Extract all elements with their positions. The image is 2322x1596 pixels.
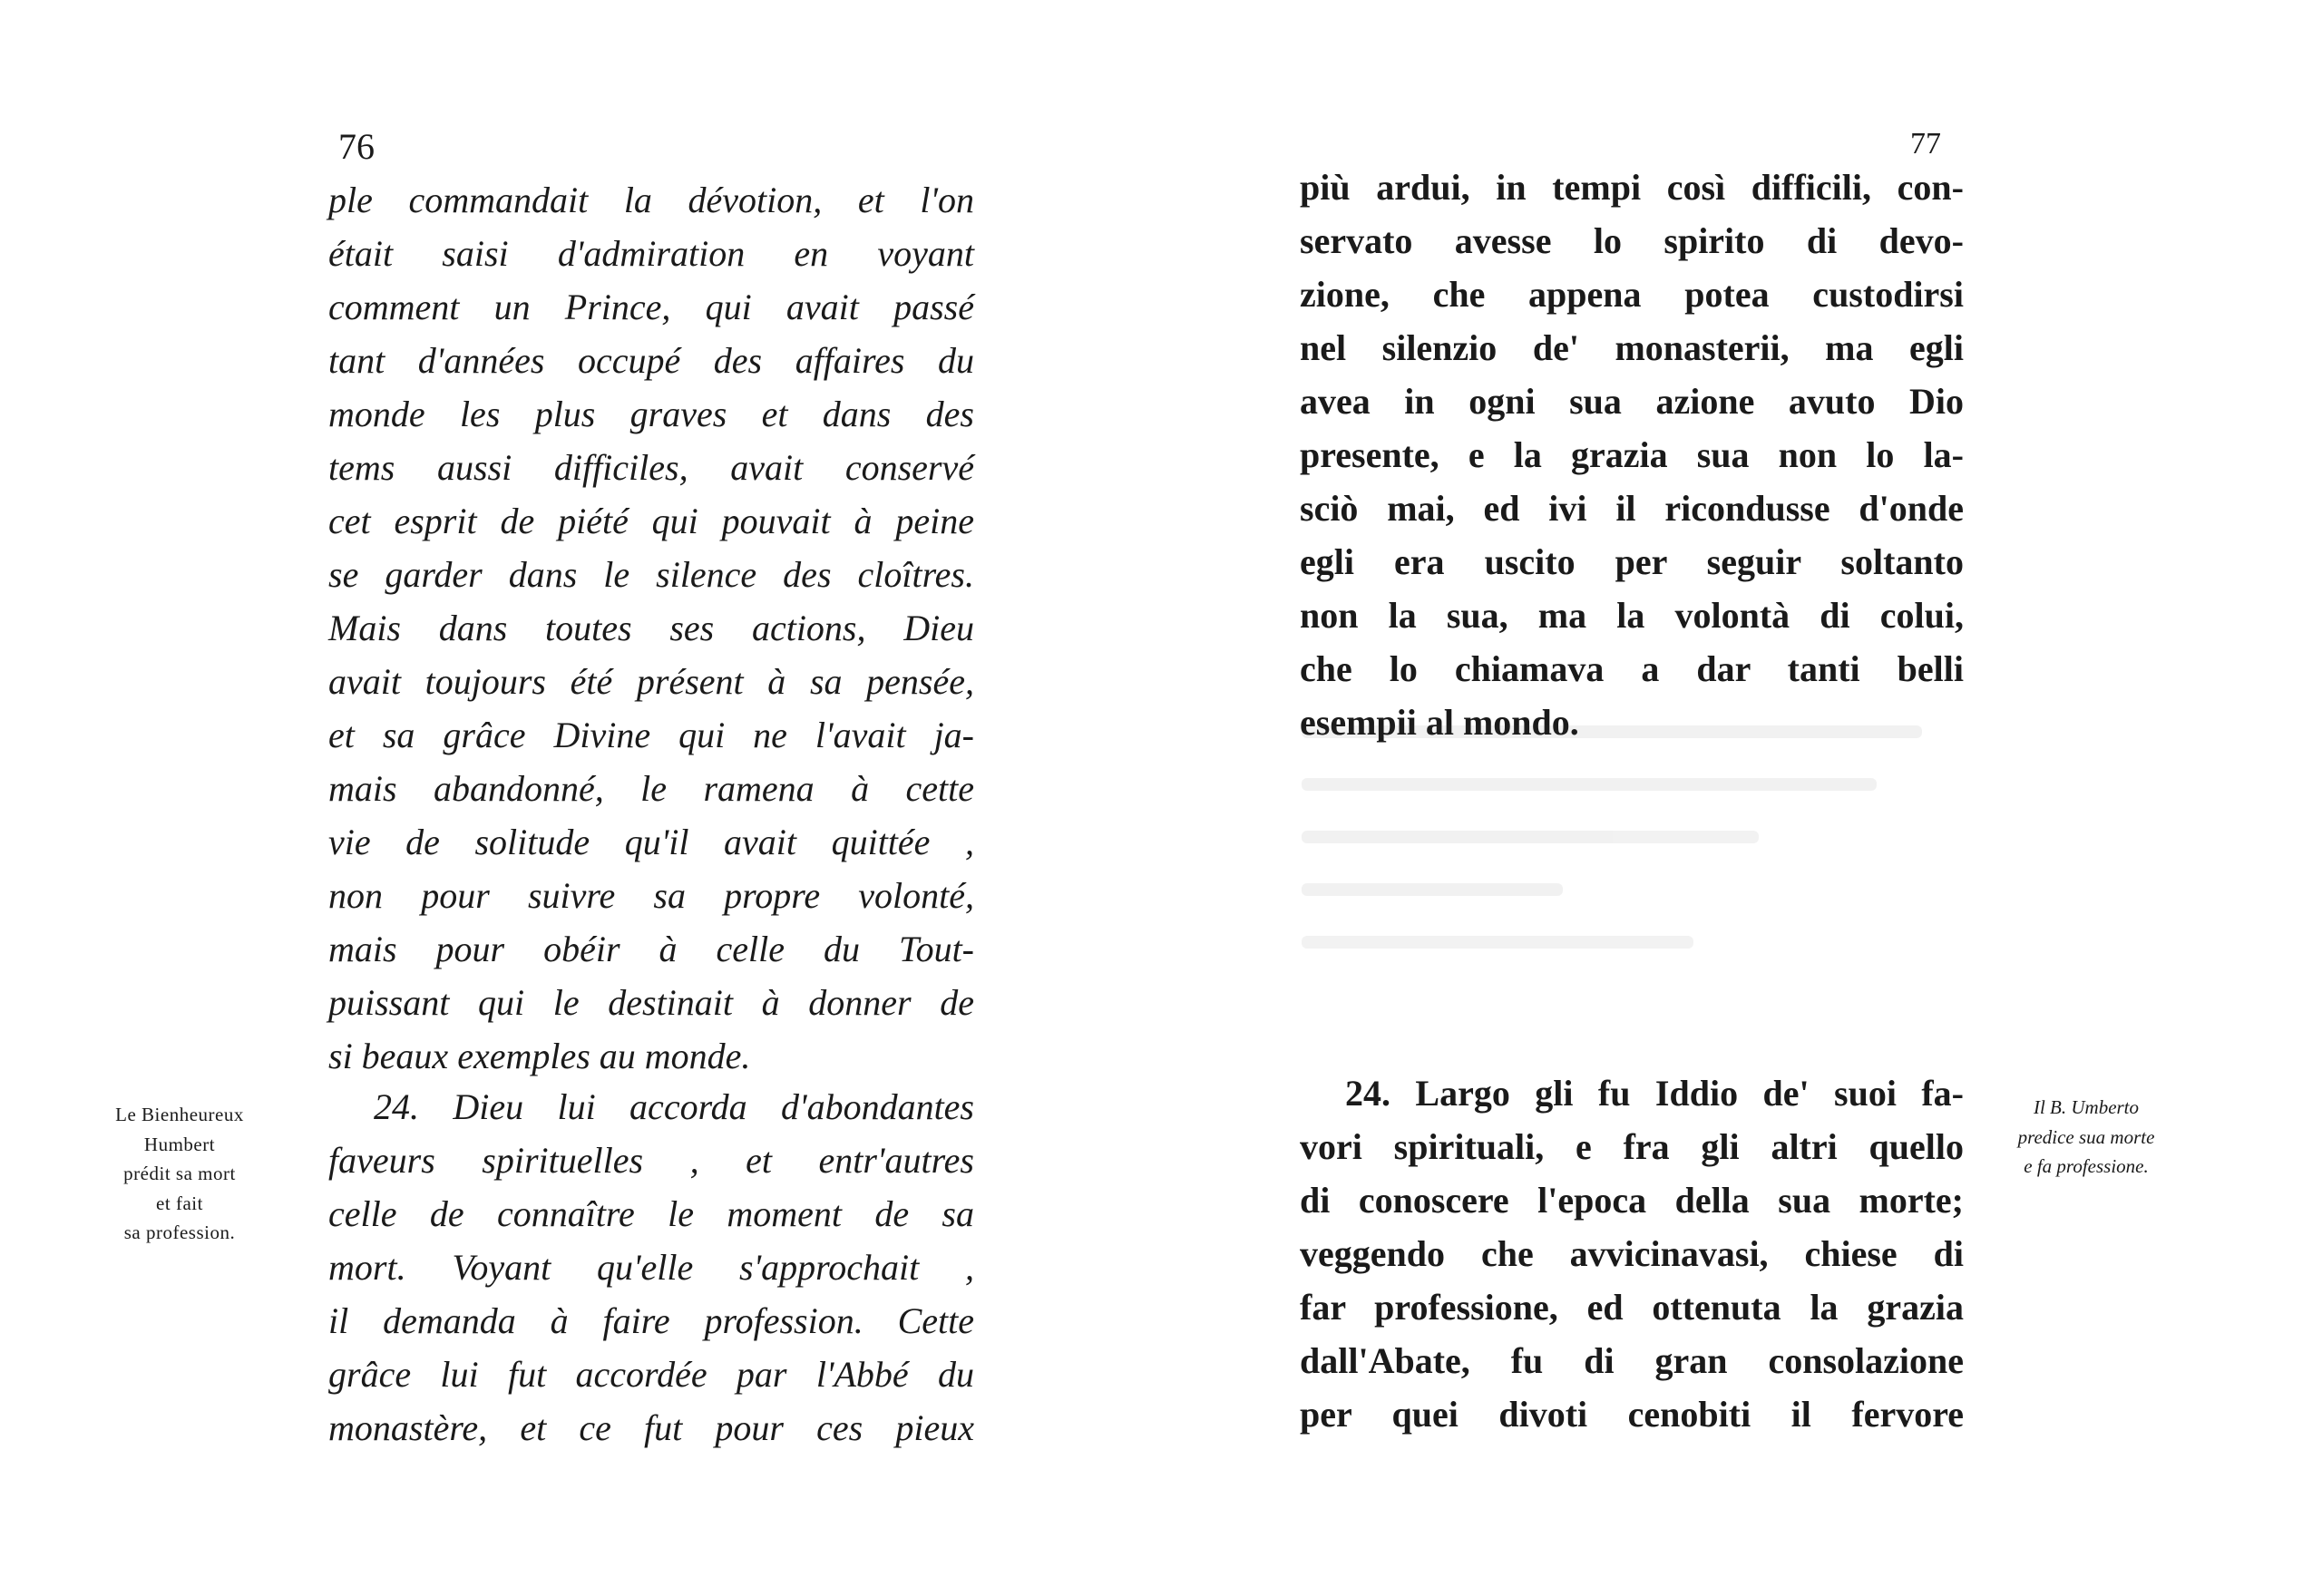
text-line: puissant qui le destinait à donner de (328, 982, 974, 1023)
margin-note-line: e fa professione. (2024, 1155, 2149, 1178)
left-paragraph-1 (328, 173, 974, 1083)
show-through-line (1302, 725, 1922, 738)
text-line: vie de solitude qu'il avait quittée , (328, 822, 974, 862)
text-line: était saisi d'admiration en voyant (328, 233, 974, 274)
text-line: 24. Dieu lui accorda d'abondantes (374, 1086, 974, 1127)
show-through-line (1302, 831, 1759, 843)
show-through-shadow (1302, 725, 1955, 1016)
right-page (1161, 0, 2322, 1596)
text-line: monastère, et ce fut pour ces pieux (328, 1407, 974, 1448)
text-line: vori spirituali, e fra gli altri quello (1300, 1126, 1964, 1167)
text-line: mais abandonné, le ramena à cette (328, 768, 974, 809)
text-line: tant d'années occupé des affaires du (328, 340, 974, 381)
show-through-line (1302, 778, 1877, 791)
margin-note-line: et fait (156, 1192, 203, 1214)
text-line: servato avesse lo spirito di devo- (1300, 220, 1964, 261)
text-line: per quei divoti cenobiti il fervore (1300, 1394, 1964, 1435)
margin-note-line: Humbert (143, 1133, 216, 1155)
show-through-line (1302, 883, 1563, 896)
text-line: se garder dans le silence des cloîtres. (328, 554, 974, 595)
page-number-right: 77 (1910, 127, 1941, 161)
text-line: dall'Abate, fu di gran consolazione (1300, 1340, 1964, 1381)
text-line: celle de connaître le moment de sa (328, 1193, 974, 1234)
right-paragraph-1 (1300, 161, 1964, 749)
text-line: comment un Prince, qui avait passé (328, 287, 974, 327)
text-line: Mais dans toutes ses actions, Dieu (328, 608, 974, 648)
text-line: di conoscere l'epoca della sua morte; (1300, 1180, 1964, 1221)
text-line: che lo chiamava a dar tanti belli (1300, 648, 1964, 689)
text-line: si beaux exemples au monde. (328, 1036, 751, 1076)
text-line: non la sua, ma la volontà di colui, (1300, 595, 1964, 636)
margin-note-line: Le Bienheureux (115, 1104, 244, 1125)
margin-note-right (1977, 1093, 2195, 1182)
text-line: tems aussi difficiles, avait conservé (328, 447, 974, 488)
text-line: et sa grâce Divine qui ne l'avait ja- (328, 715, 974, 755)
text-line: avait toujours été présent à sa pensée, (328, 661, 974, 702)
text-line: mort. Voyant qu'elle s'approchait , (328, 1247, 974, 1288)
text-line: ple commandait la dévotion, et l'on (328, 180, 974, 220)
page-number-left: 76 (338, 126, 375, 167)
text-line: esempii al mondo. (1300, 702, 1579, 743)
text-line: far professione, ed ottenuta la grazia (1300, 1287, 1964, 1328)
margin-note-line: sa profession. (123, 1221, 236, 1244)
text-line: 24. Largo gli fu Iddio de' suoi fa- (1345, 1073, 1964, 1114)
text-line: cet esprit de piété qui pouvait à peine (328, 501, 974, 541)
margin-note-line: prédit sa mort (123, 1163, 236, 1185)
margin-note-line: predice sua morte (2017, 1125, 2155, 1148)
text-line: veggendo che avvicinavasi, chiese di (1300, 1233, 1964, 1274)
left-paragraph-2 (328, 1080, 974, 1455)
margin-note-left (80, 1100, 279, 1248)
text-line: sciò mai, ed ivi il ricondusse d'onde (1300, 488, 1964, 529)
show-through-line (1302, 936, 1693, 949)
text-line: il demanda à faire profession. Cette (328, 1300, 974, 1341)
text-line: grâce lui fut accordée par l'Abbé du (328, 1354, 974, 1395)
text-line: monde les plus graves et dans des (328, 394, 974, 434)
text-line: avea in ogni sua azione avuto Dio (1300, 381, 1964, 422)
right-paragraph-2 (1300, 1066, 1964, 1441)
text-line: più ardui, in tempi così difficili, con- (1300, 167, 1964, 208)
text-line: non pour suivre sa propre volonté, (328, 875, 974, 916)
text-line: presente, e la grazia sua non lo la- (1300, 434, 1964, 475)
margin-note-line: Il B. Umberto (2033, 1096, 2140, 1118)
text-line: zione, che appena potea custodirsi (1300, 274, 1964, 315)
text-line: mais pour obéir à celle du Tout- (328, 929, 974, 969)
text-line: faveurs spirituelles , et entr'autres (328, 1140, 974, 1181)
text-line: egli era uscito per seguir soltanto (1300, 541, 1964, 582)
text-line: nel silenzio de' monasterii, ma egli (1300, 327, 1964, 368)
